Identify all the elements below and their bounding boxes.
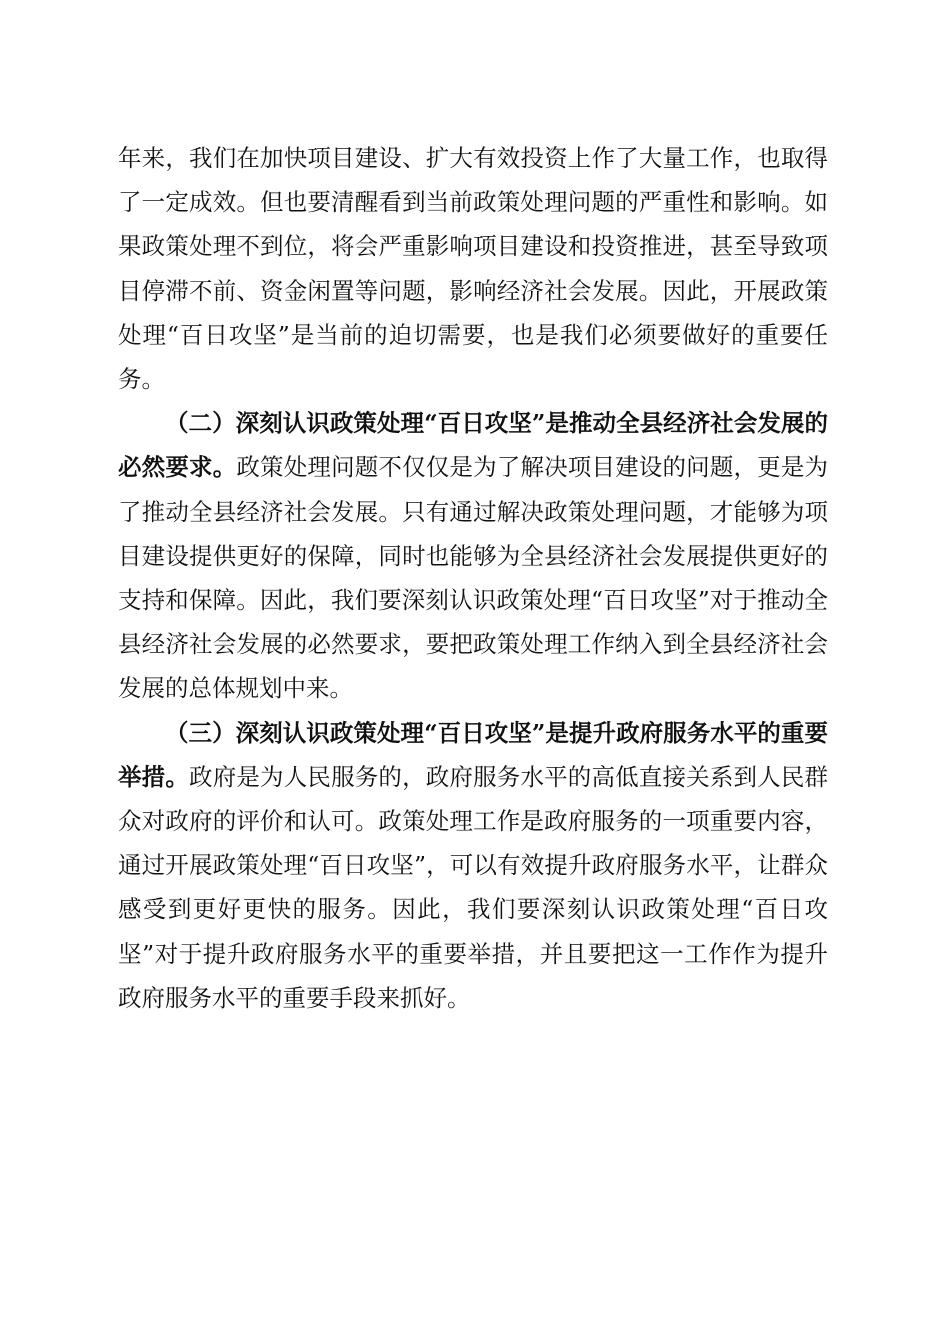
section-heading: （三）深刻认识政策处理“百日攻坚”是提升政府服务水平的重要举措。: [118, 718, 828, 791]
paragraph-text: 政策处理问题不仅仅是为了解决项目建设的问题，更是为了推动全县经济社会发展。只有通过解决政策处理问题，才能够为项目建设提供更好的保障，同时也能够为全县经济社会发展提供更好的支持和保障。因此，我们要深刻认识政策处理“百日攻坚”对于推动全县经济社会发展的必然要求，要把政策处理工作纳入到全县经济社会发展的总体规划中来。: [118, 453, 829, 703]
section-heading: （二）深刻认识政策处理“百日攻坚”是推动全县经济社会发展的必然要求。: [118, 409, 828, 482]
paragraph-section-3: [118, 711, 828, 1020]
paragraph-continuation: [118, 136, 828, 401]
paragraph-section-2: [118, 401, 828, 710]
paragraph-text: 年来，我们在加快项目建设、扩大有效投资上作了大量工作，也取得了一定成效。但也要清醒看到当前政策处理问题的严重性和影响。如果政策处理不到位，将会严重影响项目建设和投资推进，甚至导致项目停滞不前、资金闲置等问题，影响经济社会发展。因此，开展政策处理“百日攻坚”是当前的迫切需要，也是我们必须要做好的重要任务。: [118, 144, 828, 394]
document-page: [118, 136, 828, 1020]
paragraph-text: 政府是为人民服务的，政府服务水平的高低直接关系到人民群众对政府的评价和认可。政策处理工作是政府服务的一项重要内容，通过开展政策处理“百日攻坚”，可以有效提升政府服务水平，让群众感受到更好更快的服务。因此，我们要深刻认识政策处理“百日攻坚”对于提升政府服务水平的重要举措，并且要把这一工作作为提升政府服务水平的重要手段来抓好。: [118, 762, 829, 1012]
